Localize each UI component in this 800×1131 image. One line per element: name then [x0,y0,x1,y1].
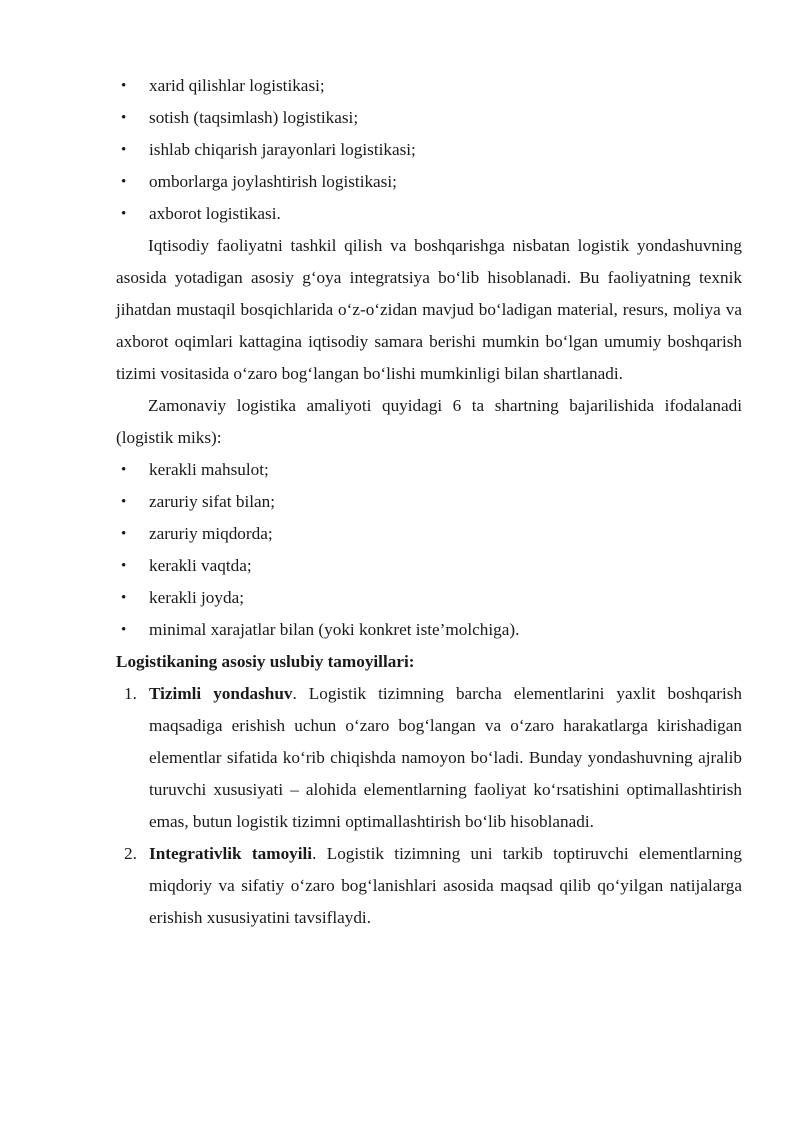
list-item: • kerakli vaqtda; [116,550,742,582]
principle-item [116,838,742,934]
list-item: • zaruriy sifat bilan; [116,486,742,518]
bullet-icon: • [121,494,127,510]
list-item: • ishlab chiqarish jarayonlari logistikasi; [116,134,742,166]
integration-paragraph: Iqtisodiy faoliyatni tashkil qilish va boshqarishga nisbatan logistik yondashuvning asosida yotadigan asosiy g‘oya integratsiya bo‘lib hisoblanadi. Bu faoliyatning texnik jihatdan mustaqil bosqichlarida o‘z-o‘zidan mavjud bo‘ladigan material, resurs, moliya va axborot oqimlari kattagina iqtisodiy samara berishi mumkin bo‘lgan umumiy boshqarish tizimi vositasida o‘zaro bog‘langan bo‘lishi mumkinligi bilan shartlanadi. [116,236,742,383]
list-item: • zaruriy miqdorda; [116,518,742,550]
list-item: • kerakli joyda; [116,582,742,614]
document-page [116,70,742,934]
logistics-mix-list [116,454,742,646]
list-item: • sotish (taqsimlash) logistikasi; [116,102,742,134]
bullet-icon: • [121,622,127,638]
logistics-types-list [116,70,742,230]
list-item: • axborot logistikasi. [116,198,742,230]
section-heading: Logistikaning asosiy uslubiy tamoyillari: [116,652,415,671]
bullet-icon: • [121,142,127,158]
bullet-icon: • [121,206,127,222]
bullet-icon: • [121,110,127,126]
list-item: • omborlarga joylashtirish logistikasi; [116,166,742,198]
principle-title: Tizimli yondashuv [149,684,293,703]
bullet-icon: • [121,462,127,478]
list-item: • minimal xarajatlar bilan (yoki konkret iste’molchiga). [116,614,742,646]
bullet-icon: • [121,590,127,606]
principle-text: . Logistik tizimning uni tarkib toptiruvchi elementlarning miqdoriy va sifatiy o‘zaro bog‘lanishlari asosida maqsad qilib qo‘yilgan natijalarga erishish xususiyatini tavsiflaydi. [149,844,742,927]
logistics-mix-paragraph: Zamonaviy logistika amaliyoti quyidagi 6 ta shartning bajarilishida ifodalanadi (logistik miks): [116,396,742,447]
bullet-icon: • [121,174,127,190]
principle-text: . Logistik tizimning barcha elementlarini yaxlit boshqarish maqsadiga erishish uchun o‘zaro bog‘langan va o‘zaro harakatlarga kirishadigan elementlar sifatida ko‘rib chiqishda namoyon bo‘ladi. Bunday yondashuvning ajralib turuvchi xususiyati – alohida elementlarning faoliyat ko‘rsatishini optimallashtirish emas, butun logistik tizimni optimallashtirish bo‘lib hisoblanadi. [149,684,743,831]
item-number: 2. [124,844,137,863]
principle-title: Integrativlik tamoyili [149,844,313,863]
list-item: • xarid qilishlar logistikasi; [116,70,742,102]
list-item: • kerakli mahsulot; [116,454,742,486]
bullet-icon: • [121,78,127,94]
principle-item [116,678,742,838]
bullet-icon: • [121,526,127,542]
principles-list [116,678,742,934]
bullet-icon: • [121,558,127,574]
item-number: 1. [124,684,137,703]
